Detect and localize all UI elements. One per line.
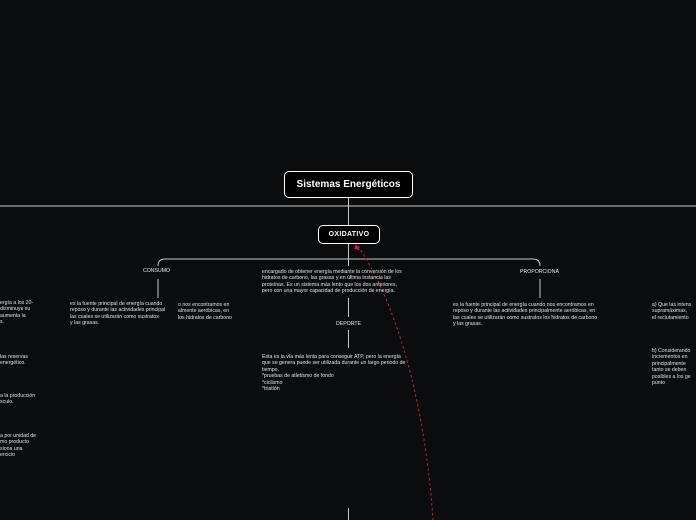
middle-overlap-text: o nos encontramos en almente aeróbicas, en los hidratos de carbono (178, 302, 232, 321)
subtopic-title: OXIDATIVO (328, 231, 370, 238)
consumo-text: es la fuente principal de energía cuando reposo y durante las actividades principal las cuales se utilizarán como sustratos y las grasas. (70, 301, 166, 327)
root-node[interactable] (284, 171, 413, 198)
branch-label-proporciona[interactable]: PROPORCIONA (520, 269, 559, 275)
branch-label-consumo[interactable]: CONSUMO (143, 268, 171, 274)
deporte-text: Esta es la vía más lenta para conseguir ATP, pero la energía que se genera puede ser utilizada durante un largo periodo de tiempo. *pruebas de atletismo de fondo *ciclismo *triatlón (262, 354, 406, 393)
left-fragment: las reservas energético. (0, 354, 28, 367)
branch-label-deporte[interactable]: DEPORTE (336, 321, 361, 327)
proporciona-text: es la fuente principal de energía cuando nos encontramos en reposo y durante las actividades principalmente aeróbicas, en las cuales se utilizarán como sustratos los hidratos de carbono y las grasas. (453, 302, 598, 328)
right-fragment: a) Que las intens supramáximas, el reclutamiento (652, 302, 692, 321)
left-fragment: a por unidad de mo producto siona una ercicio (0, 433, 37, 459)
right-fragment: b) Considerando incrementos en principalmente tanto se deben posibles a los ge punto (652, 348, 691, 387)
subtopic-node-oxidativo[interactable] (318, 225, 380, 244)
middle-text: encargado de obtener energía mediante la conversión de los hidratos de carbono, las grasas y en última instancia las proteínas. Es un sistema más lento que los dos anteriores, pero con una mayor capacidad de producción de energía. (262, 269, 402, 295)
left-fragment: a la producción sculo. (0, 393, 36, 406)
root-title: Sistemas Energéticos (296, 179, 401, 190)
left-fragment: ergía a los 20- disminuye su aumenta la s. (0, 300, 34, 326)
